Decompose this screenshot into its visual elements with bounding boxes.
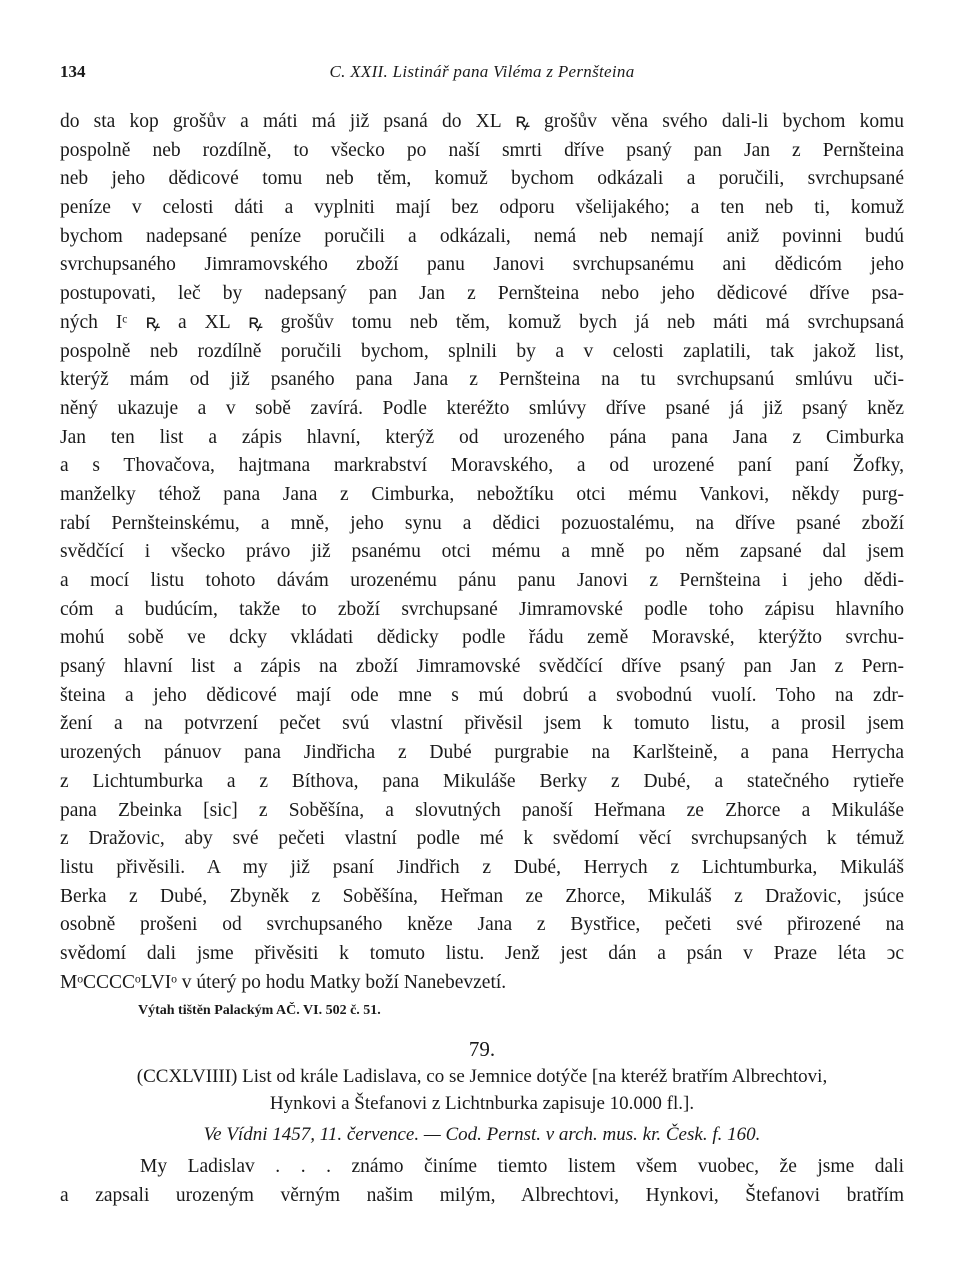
text-line: kterýž mám od již psaného pana Jana z Pernšteina na tu svrchupsanú smlúvu uči- [60,369,904,391]
text-line: mohú sobě ve dcky vkládati dědicky podle řádu země Moravské, kterýžto svrchu- [60,627,904,649]
page-number: 134 [60,62,86,81]
text-line: a mocí listu tohoto dávám urozenému pánu panu Janovi z Pernšteina i jeho dědi- [60,570,904,591]
letter-text [60,1153,904,1210]
text-line: postupovati, leč by nadepsaný pan Jan z Pernšteina nebo jeho dědicové dříve psa- [60,283,904,305]
text-line: manželky téhož pana Jana z Cimburka, nebožtíku otci mému Vankovi, někdy purg- [60,483,904,505]
text-line: něný ukazuje a v sobě zavírá. Podle kteréžto smlúvy dříve psané já již psaný kněz [60,397,904,419]
document-number: 79. [468,1037,496,1062]
book-page [60,56,904,1211]
text-line: pana Zbeinka [sic] z Soběšína, a slovutných panoší Heřmana ze Zhorce a Mikuláše [60,799,904,821]
text-line: listu přivěsili. A my již psaní Jindřich z Dubé, Herrych z Lichtumburka, Mikuláš [60,856,904,878]
text-line: rabí Pernšteinskému, a mně, jeho synu a dědici pozuostalému, na dříve psané zboží [60,512,904,534]
running-head [60,56,904,90]
text-line: a zapsali urozeným věrným našim milým, Albrechtovi, Hynkovi, Štefanovi bratřím [60,1185,904,1206]
running-title: C. XXII. Listinář pana Viléma z Pernšteina [329,62,635,81]
text-line: pospolně neb rozdílně poručili bychom, splnili by a v celosti zaplatili, tak jakož list, [60,340,904,362]
text-line: urozených pánuov pana Jindřicha z Dubé purgrabie na Karlšteině, a pana Herrycha [60,742,904,764]
text-line: z Dražovic, aby své pečeti vlastní podle mé k svědomí věcí svrchupsaných k témuž [60,828,904,850]
text-line: žení a na potvrzení pečet svú vlastní přivěsil jsem k tomuto listu, a prosil jsem [60,713,904,735]
text-line: do sta kop grošův a máti má již psaná do XL ꝶ grošův věna svého dali-li bychom komu [60,111,904,132]
text-line: svrchupsaného Jimramovského zboží panu Janovi svrchupsanému ani dědicóm jeho [60,254,904,276]
dateline: Ve Vídni 1457, 11. července. — Cod. Pernst. v arch. mus. kr. Česk. f. 160. [203,1124,761,1146]
text-line: neb jeho dědicové tomu neb těm, komuž bychom odkázali a poručili, svrchupsané [60,168,904,190]
text-line: z Lichtumburka a z Bíthova, pana Mikuláše Berky z Dubé, a statečného rytieře [60,770,904,792]
text-line: psaný hlavní list a zápis na zboží Jimramovské svědčící dříve psaný pan Jan z Pern- [60,656,904,678]
body-text [60,108,904,997]
document-heading [60,1063,904,1117]
text-line: šteina a jeho dědicové mají ode mne s mú dobrú a svobodnú vuolí. Toho na zdr- [60,684,904,706]
source-note: Výtah tištěn Palackým AČ. VI. 502 č. 51. [138,1003,381,1019]
text-line: pospolně neb rozdílně, to všecko po naší smrti dříve psaný pan Jan z Pernšteina [60,139,904,161]
text-line: Berka z Dubé, Zbyněk z Soběšína, Heřman ze Zhorce, Mikuláš z Dražovic, jsúce [60,885,904,907]
text-line: ných Iᶜ ꝶ a XL ꝶ grošův tomu neb těm, komuž bych já neb máti má svrchupsaná [60,311,904,333]
text-line: a s Thovačova, hajtmana markrabství Moravského, a od urozené paní paní Žofky, [60,455,904,477]
heading-line: (CCXLVIIII) List od krále Ladislava, co se Jemnice dotýče [na kteréž bratřím Albrechtovi, [136,1066,828,1088]
text-line: svědomí dali jsme přivěsiti k tomuto listu. Jenž jest dán a psán v Praze léta ↄc [60,942,904,964]
text-line: cóm a budúcím, takže to zboží svrchupsané Jimramovské podle toho zápisu hlavního [60,598,904,620]
text-line-last: MᵒCCCCᵒLVIᵒ v úterý po hodu Matky boží Nanebevzetí. [60,971,507,993]
text-line: peníze v celosti dáti a vyplniti mají bez odporu všelijakého; a ten neb ti, komuž [60,197,904,219]
heading-line: Hynkovi a Štefanovi z Lichtnburka zapisuje 10.000 fl.]. [269,1093,695,1115]
text-line: svědčící i všecko právo již psanému otci mému a mně po něm zapsané dal jsem [60,541,904,563]
text-line: Jan ten list a zápis hlavní, kterýž od urozeného pána pana Jana z Cimburka [60,426,904,448]
text-line: osobně prošeni od svrchupsaného kněze Jana z Bystřice, pečeti své přirozené na [60,914,904,936]
text-line: My Ladislav . . . známo činíme tiemto listem všem vuobec, že jsme dali [140,1156,904,1178]
text-line: bychom nadepsané peníze poručili a odkázali, nemá neb nemají aniž povinni budú [60,225,904,247]
